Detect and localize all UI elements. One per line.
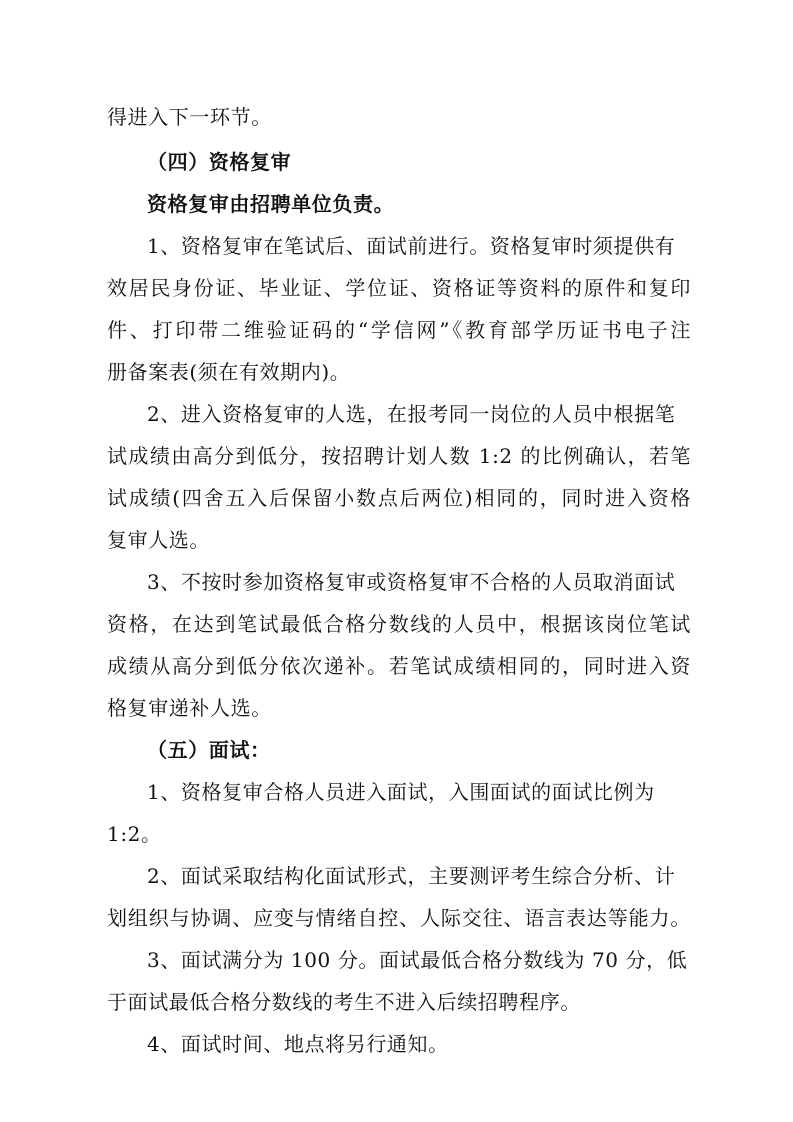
paragraph-line: 3、面试满分为 100 分。面试最低合格分数线为 70 分，低 — [147, 948, 688, 972]
section-heading-qualification-review: （四）资格复审 — [147, 150, 292, 174]
paragraph-line: 复审人选。 — [107, 528, 210, 552]
paragraph-line: 试成绩由高分到低分，按招聘计划人数 1:2 的比例确认，若笔 — [107, 444, 691, 468]
paragraph-line: 成绩从高分到低分依次递补。若笔试成绩相同的，同时进入资 — [107, 654, 691, 678]
bold-statement: 资格复审由招聘单位负责。 — [147, 192, 395, 216]
paragraph-line: 划组织与协调、应变与情绪自控、人际交往、语言表达等能力。 — [107, 906, 691, 930]
paragraph-line: 试成绩(四舍五入后保留小数点后两位)相同的，同时进入资格 — [107, 486, 691, 510]
paragraph-line: 1:2。 — [107, 822, 162, 846]
paragraph-line: 于面试最低合格分数线的考生不进入后续招聘程序。 — [107, 990, 581, 1014]
paragraph-line: 得进入下一环节。 — [107, 105, 272, 129]
paragraph-line: 效居民身份证、毕业证、学位证、资格证等资料的原件和复印 — [107, 276, 691, 300]
paragraph-line: 4、面试时间、地点将另行通知。 — [147, 1032, 449, 1056]
paragraph-line: 册备案表(须在有效期内)。 — [107, 360, 351, 384]
paragraph-line: 2、进入资格复审的人选，在报考同一岗位的人员中根据笔 — [147, 402, 676, 426]
paragraph-line: 1、资格复审在笔试后、面试前进行。资格复审时须提供有 — [147, 234, 676, 258]
paragraph-line: 1、资格复审合格人员进入面试，入围面试的面试比例为 — [147, 780, 655, 804]
paragraph-line: 2、面试采取结构化面试形式，主要测评考生综合分析、计 — [147, 864, 676, 888]
paragraph-line: 格复审递补人选。 — [107, 696, 272, 720]
section-heading-interview: （五）面试： — [147, 738, 271, 762]
paragraph-line: 件、打印带二维验证码的“学信网”《教育部学历证书电子注 — [107, 318, 691, 342]
paragraph-line: 资格，在达到笔试最低合格分数线的人员中，根据该岗位笔试 — [107, 612, 691, 636]
paragraph-line: 3、不按时参加资格复审或资格复审不合格的人员取消面试 — [147, 570, 676, 594]
